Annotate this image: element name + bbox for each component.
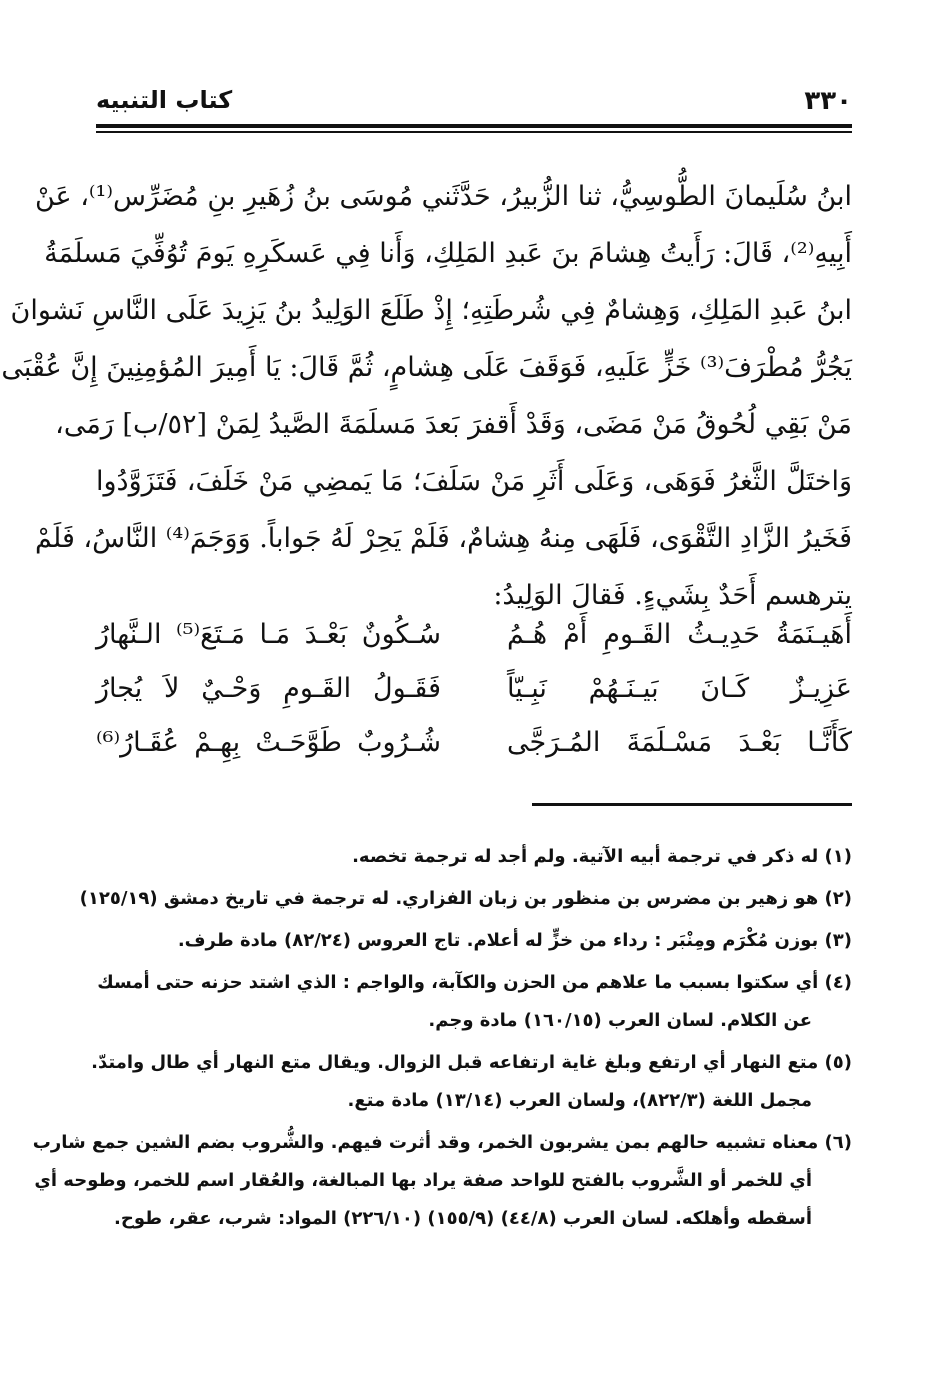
verse-second-hemistich: فَقَـولُ القَـومِ وَحْـيٌ لاَ يُجارُ [96,673,441,704]
page-header [96,84,852,124]
footnote-line: مجمل اللغة (٨٢٢/٣)، ولسان العرب (١٣/١٤) مادة متع. [347,1090,812,1111]
text-line: ابنُ سُلَيمانَ الطُّوسِيُّ، ثنا الزُّبيرُ، حَدَّثَني مُوسَى بنُ زُهَيرِ بنِ مُضَرِّس⁽¹⁾، عَنْ [34,181,852,212]
footnotes [32,838,852,1238]
text-line: أَبِيهِ⁽²⁾، قَالَ: رَأَيتُ هِشامَ بنَ عَبدِ المَلِكِ، وَأَنا فِي عَسكَرِهِ يَومَ تُوُفِّيَ مَسلَمَةُ [44,238,852,269]
text-line: وَاختَلَّ الثَّغرُ فَوَهَى، وَعَلَى أَثَرِ مَنْ سَلَفَ؛ مَا يَمضِي مَنْ خَلَفَ، فَتَزَوَّدُوا [96,466,852,497]
footnote-line: (٢) هو زهير بن مضرس بن منظور بن زبان الفزاري. له ترجمة في تاريخ دمشق (١٢٥/١٩) [79,888,852,909]
footnote-separator [532,803,852,806]
footnote-line: (٦) معناه تشبيه حالهم بمن يشربون الخمر، وقد أثرت فيهم. والشُّروب بضم الشين جمع شارب [32,1132,852,1153]
verse-second-hemistich: سُـكُونٌ بَعْـدَ مَـا مَـتَعَ⁽⁵⁾ الـنَّهارُ [96,619,441,650]
header-rule-thick [96,124,852,128]
verse-second-hemistich: شُـرُوبٌ طَوَّحَـتْ بِهِـمْ عُقَـارُ⁽⁶⁾ [96,727,441,758]
running-title: كتاب التنبيه [96,86,233,114]
footnote-line: أي للخمر أو الشَّروب بالفتح للواحد صفة يراد بها المبالغة، والعُقار اسم للخمر، وطوحه أي [34,1170,812,1191]
poem-verse [96,608,852,662]
footnote-line: أسقطه وأهلكه. لسان العرب (٤٤/٨) (١٥٥/٩) (٢٢٦/١٠) المواد: شرب، عقر، طوح. [114,1208,812,1229]
footnote-line: (٤) أي سكتوا بسبب ما علاهم من الحزن والكآبة، والواجم : الذي اشتد حزنه حتى أمسك [97,972,852,993]
footnote-line: عن الكلام. لسان العرب (١٦٠/١٥) مادة وجم. [428,1010,812,1031]
text-line: ابنُ عَبدِ المَلِكِ، وَهِشامٌ فِي شُرطَتِهِ؛ إِذْ طَلَعَ الوَلِيدُ بنُ يَزِيدَ عَلَى النَّاسِ نَشوانَ [10,295,852,326]
main-text [1,168,852,624]
verse-first-hemistich: أَهَيـنَمَةُ حَدِيـثُ القَـومِ أَمْ هُـمُ [507,619,852,650]
text-line: مَنْ بَقِي لُحُوقُ مَنْ مَضَى، وَقَدْ أَقفرَ بَعدَ مَسلَمَةَ الصَّيدُ لِمَنْ [٥٢/ب] رَمَى، [55,409,852,440]
verse-first-hemistich: عَزِيـزٌ كَـانَ بَيـنَـهُمْ نَبِـيّاً [507,673,852,704]
text-line: يَجُرُّ مُطْرَفَ⁽³⁾ خَزٍّ عَلَيهِ، فَوَقَفَ عَلَى هِشامٍ، ثُمَّ قَالَ: يَا أَمِيرَ المُؤمِنِينَ إِنَّ عُقْبَى [1,352,852,383]
footnote-line: (٣) بوزن مُكْرَم ومِنْبَر : رداء من خزٍّ له أعلام. تاج العروس (٨٢/٢٤) مادة طرف. [177,930,852,951]
page-number: ٣٣٠ [804,86,852,116]
text-line: يترهسم أَحَدٌ بِشَيءٍ. فَقالَ الوَلِيدُ: [493,580,852,611]
poem-verse [96,662,852,716]
poem [96,608,852,770]
verse-first-hemistich: كَأَنَّـا بَعْـدَ مَسْـلَمَةَ المُـرَجَّى [507,727,852,758]
footnote-line: (١) له ذكر في ترجمة أبيه الآتية. ولم أجد له ترجمة تخصه. [352,846,852,867]
header-rule-thin [96,131,852,133]
poem-verse [96,716,852,770]
footnote-line: (٥) متع النهار أي ارتفع وبلغ غاية ارتفاعه قبل الزوال. ويقال متع النهار أي طال وامتدّ. [91,1052,852,1073]
text-line: فَخَيرُ الزَّادِ التَّقْوَى، فَلَهَى مِنهُ هِشامٌ، فَلَمْ يَحِرْ لَهُ جَواباً. وَوَجَمَ⁽⁴⁾ النَّاسُ، فَلَمْ [35,523,852,554]
